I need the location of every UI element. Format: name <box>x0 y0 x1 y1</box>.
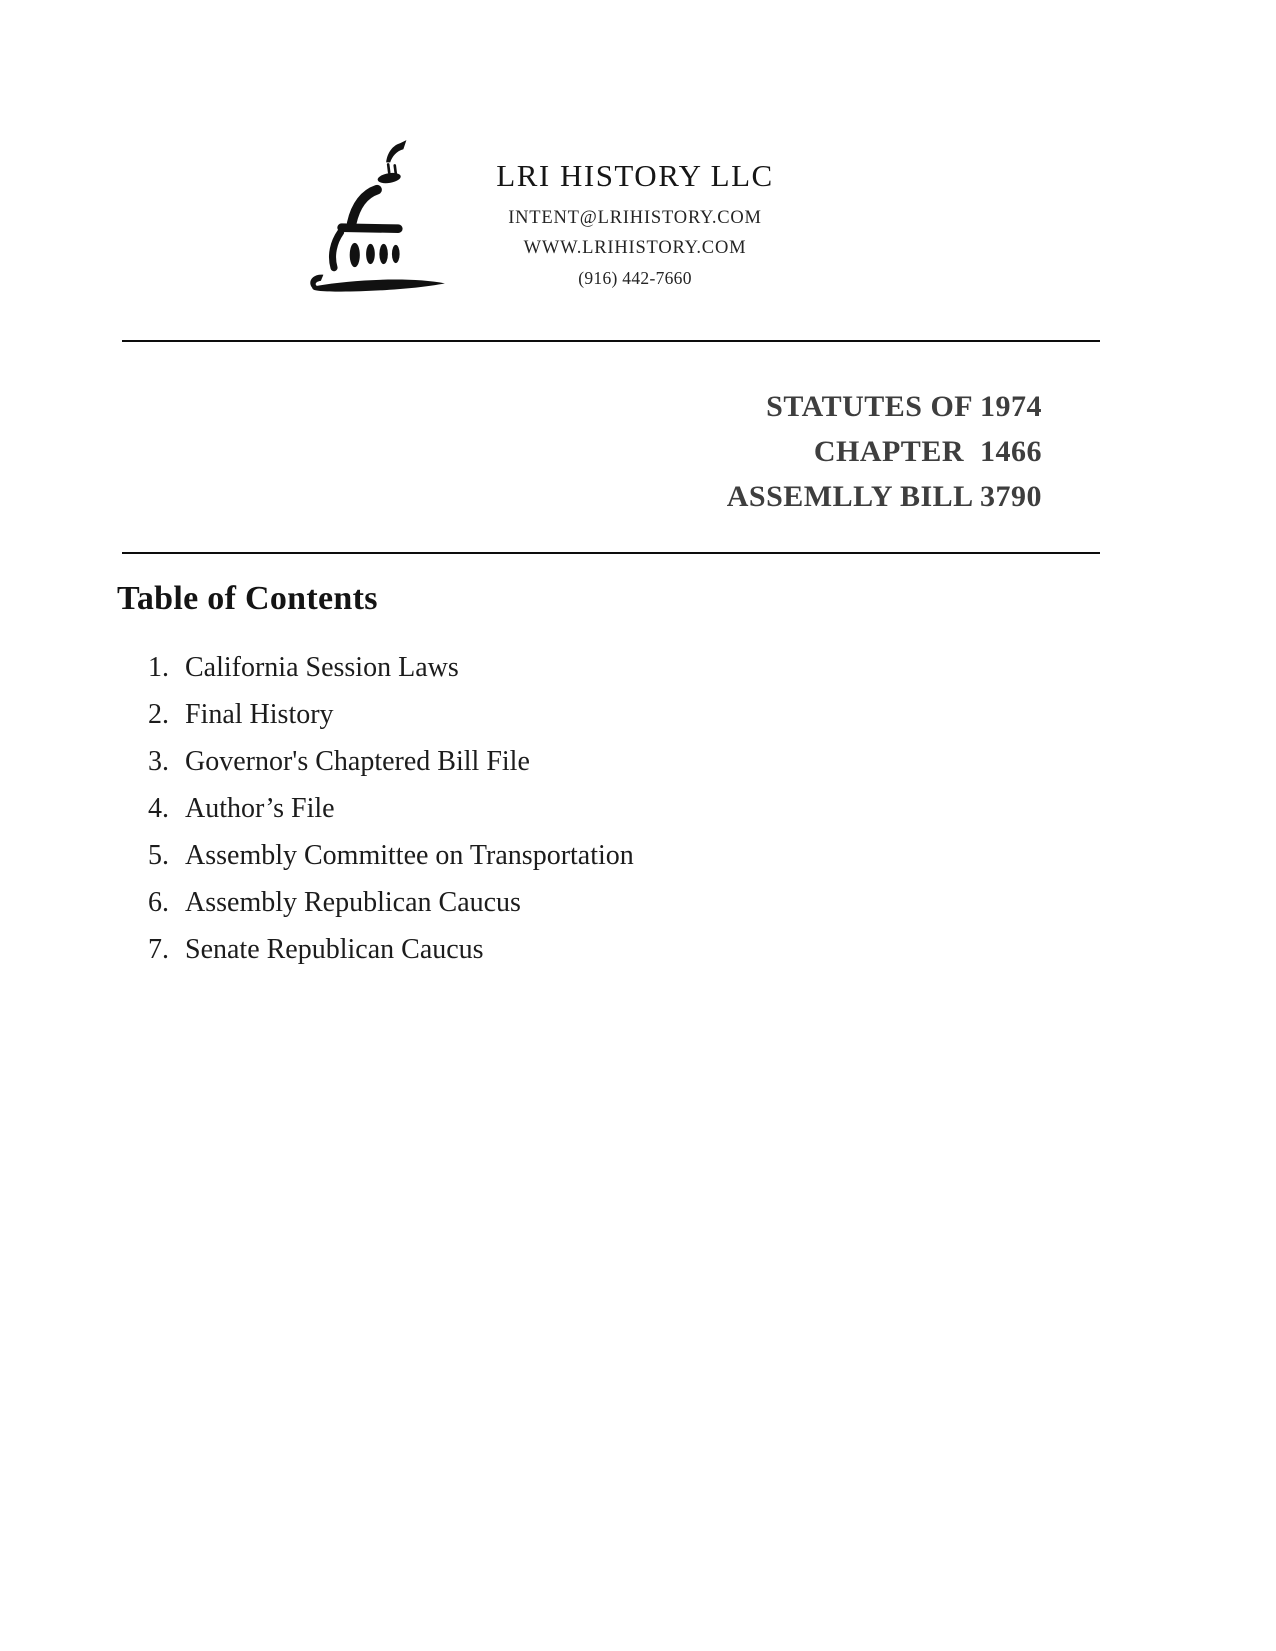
letterhead <box>435 158 835 290</box>
company-name: LRI HISTORY LLC <box>496 158 774 193</box>
statutes-line: STATUTES OF 1974 <box>766 390 1042 423</box>
bill-line: ASSEMLLY BILL 3790 <box>726 480 1042 513</box>
toc-item-number: 1. <box>148 652 169 683</box>
divider-bottom <box>122 552 1100 554</box>
company-phone: (916) 442-7660 <box>578 268 692 288</box>
toc-item <box>148 700 1048 730</box>
toc-item-label: Assembly Committee on Transportation <box>185 840 634 871</box>
company-website: WWW.LRIHISTORY.COM <box>523 238 747 258</box>
divider-top <box>122 340 1100 342</box>
toc-item-number: 3. <box>148 746 169 777</box>
toc-item <box>148 841 1048 871</box>
company-email: INTENT@LRIHISTORY.COM <box>508 208 762 228</box>
toc-item-label: California Session Laws <box>185 652 459 683</box>
toc-item <box>148 747 1048 777</box>
toc-item-number: 2. <box>148 699 169 730</box>
toc-item-number: 4. <box>148 793 169 824</box>
toc-item-number: 7. <box>148 934 169 965</box>
toc-list <box>148 653 1048 982</box>
document-identification <box>727 384 1042 519</box>
toc-item-label: Final History <box>185 699 334 730</box>
toc-item <box>148 794 1048 824</box>
chapter-line: CHAPTER 1466 <box>813 435 1042 468</box>
toc-item <box>148 888 1048 918</box>
toc-heading: Table of Contents <box>117 580 378 617</box>
toc-item-label: Assembly Republican Caucus <box>185 887 521 918</box>
capitol-dome-logo-icon <box>298 133 450 295</box>
toc-item-number: 5. <box>148 840 169 871</box>
toc-item-label: Author’s File <box>185 793 335 824</box>
toc-item-number: 6. <box>148 887 169 918</box>
toc-item-label: Governor's Chaptered Bill File <box>185 746 530 777</box>
toc-item <box>148 935 1048 965</box>
toc-item <box>148 653 1048 683</box>
toc-item-label: Senate Republican Caucus <box>185 934 484 965</box>
